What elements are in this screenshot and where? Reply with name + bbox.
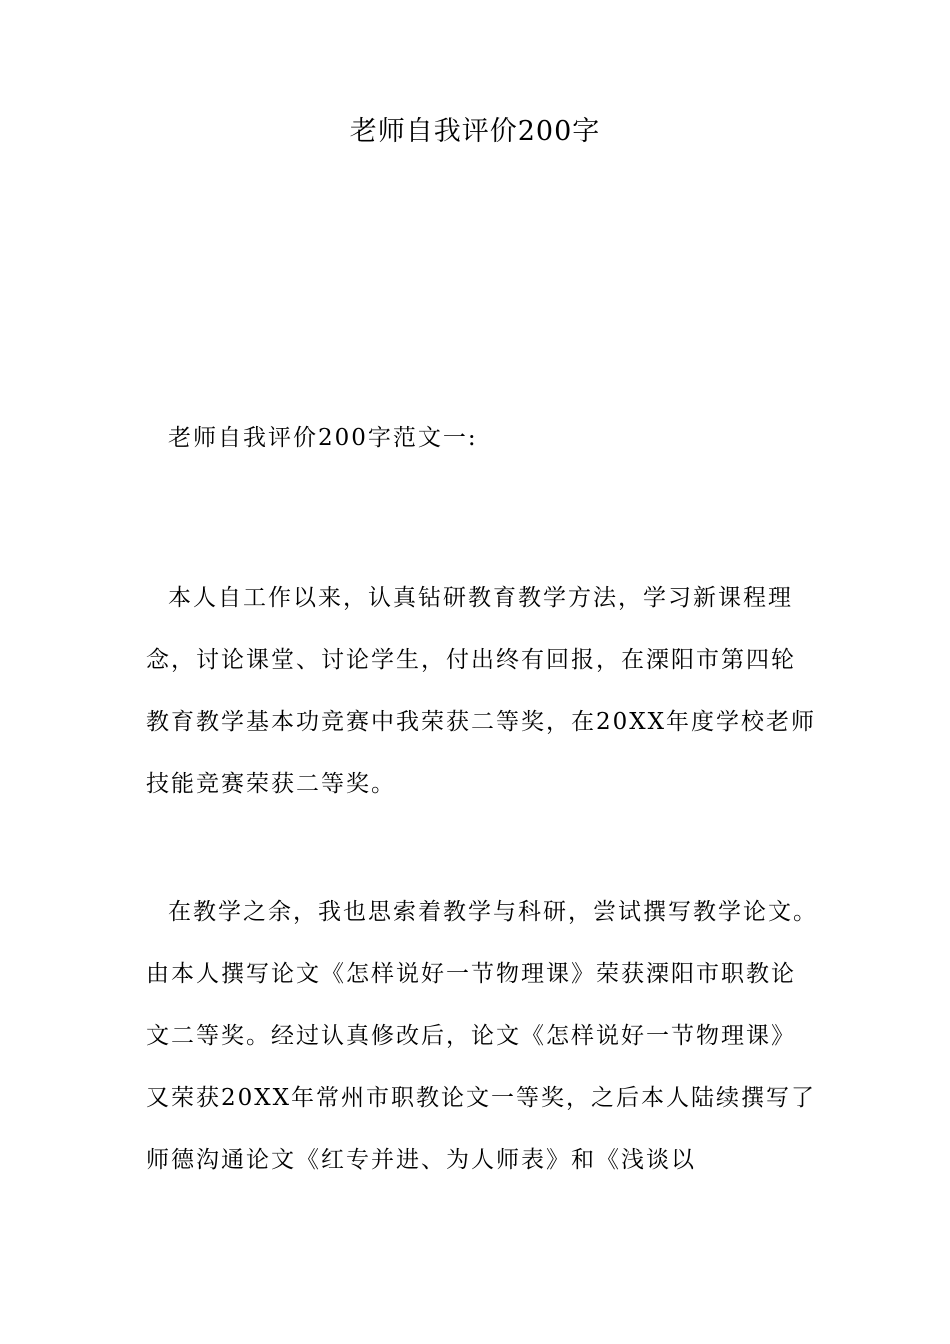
paragraph-line: 本人自工作以来，认真钻研教育教学方法，学习新课程理 bbox=[168, 585, 793, 611]
paragraph-line: 在教学之余，我也思索着教学与科研，尝试撰写教学论文。 bbox=[168, 899, 818, 925]
paragraph-line: 文二等奖。经过认真修改后，论文《怎样说好一节物理课》 bbox=[146, 1023, 796, 1049]
paragraph-line: 由本人撰写论文《怎样说好一节物理课》荣获溧阳市职教论 bbox=[146, 961, 796, 987]
paragraph-line: 念，讨论课堂、讨论学生，付出终有回报，在溧阳市第四轮 bbox=[146, 647, 796, 673]
paragraph-line: 又荣获20XX年常州市职教论文一等奖，之后本人陆续撰写了 bbox=[146, 1085, 817, 1111]
paragraph-line: 师德沟通论文《红专并进、为人师表》和《浅谈以 bbox=[146, 1147, 696, 1173]
section-heading: 老师自我评价200字范文一: bbox=[168, 425, 478, 451]
paragraph-line: 教育教学基本功竞赛中我荣获二等奖，在20XX年度学校老师 bbox=[146, 709, 817, 735]
document-title: 老师自我评价200字 bbox=[349, 116, 601, 147]
paragraph-line: 技能竞赛荣获二等奖。 bbox=[146, 771, 396, 797]
